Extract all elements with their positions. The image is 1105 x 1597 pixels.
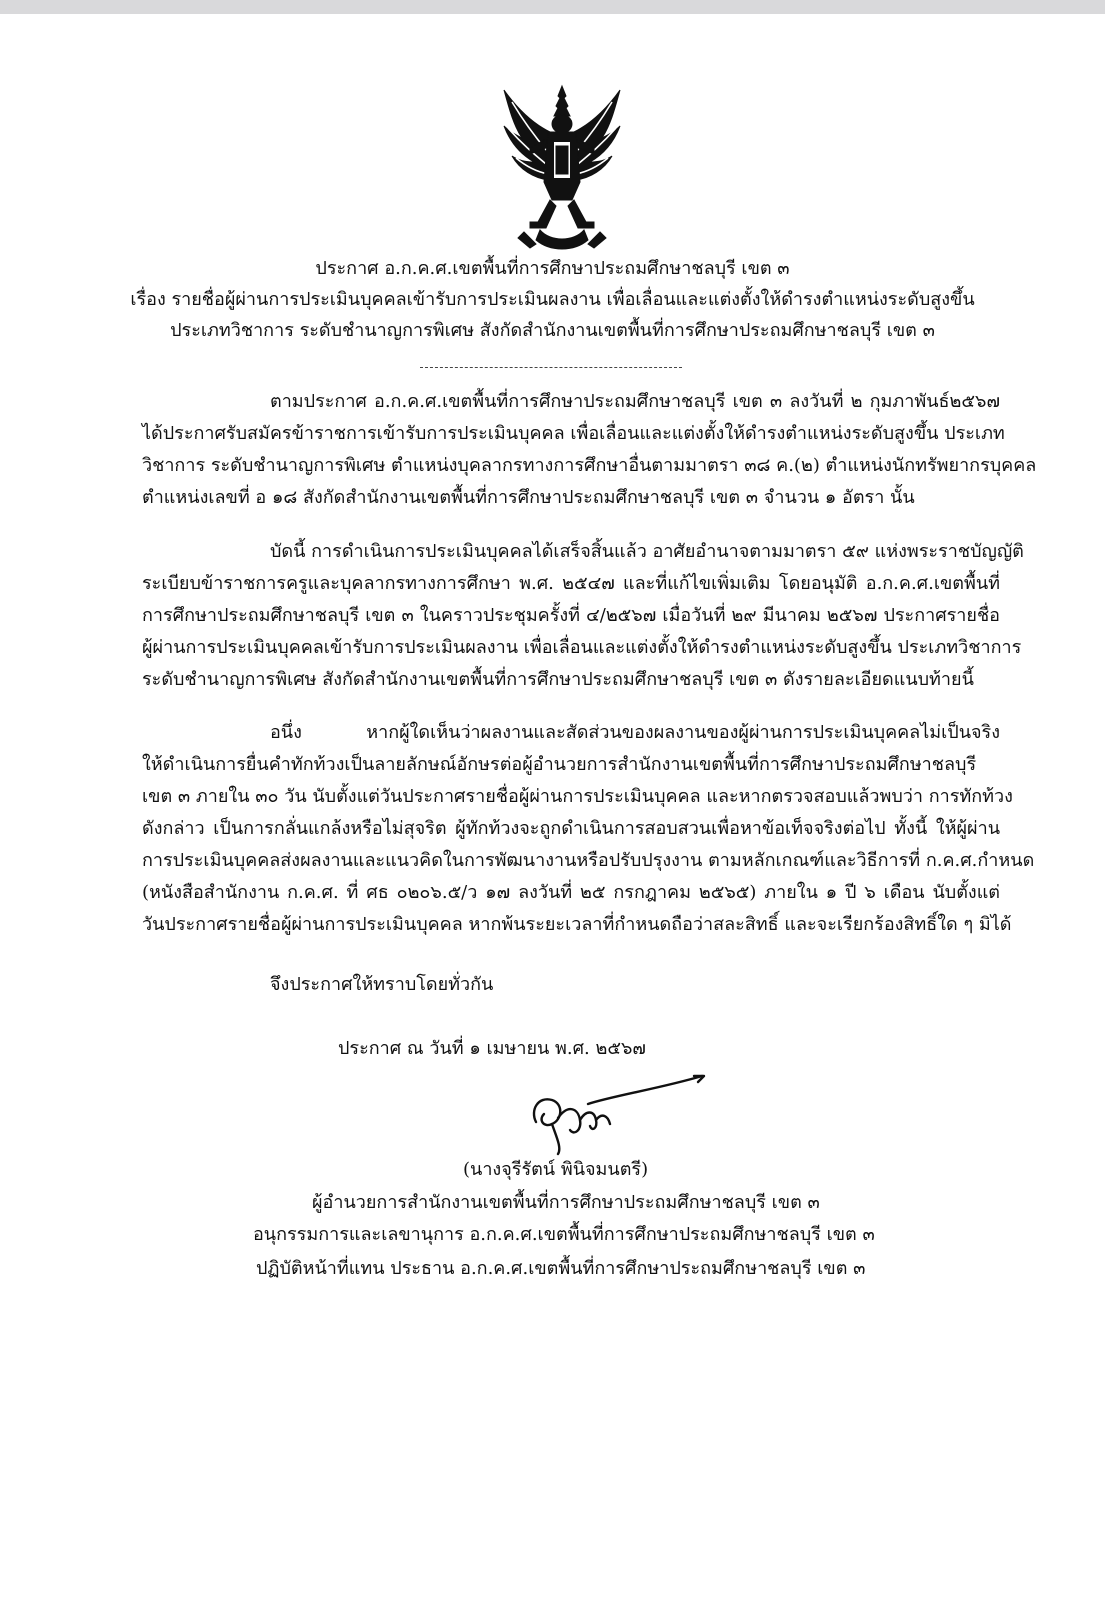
paragraph-1-line-1: ตามประกาศ อ.ก.ค.ศ.เขตพื้นที่การศึกษาประถมศึกษาชลบุรี เขต ๓ ลงวันที่ ๒ กุมภาพันธ์๒๕๖๗ [270,391,1000,412]
closing-line: จึงประกาศให้ทราบโดยทั่วกัน [270,974,494,995]
signatory-title-2: อนุกรรมการและเลขานุการ อ.ก.ค.ศ.เขตพื้นที่การศึกษาประถมศึกษาชลบุรี เขต ๓ [253,1224,875,1245]
signatory-title-1: ผู้อำนวยการสำนักงานเขตพื้นที่การศึกษาประถมศึกษาชลบุรี เขต ๓ [312,1192,820,1213]
paragraph-2-line-1: บัดนี้ การดำเนินการประเมินบุคคลได้เสร็จสิ้นแล้ว อาศัยอำนาจตามมาตรา ๕๙ แห่งพระราชบัญญัติ [270,541,1024,562]
paragraph-3-line-2: ให้ดำเนินการยื่นคำทักท้วงเป็นลายลักษณ์อักษรต่อผู้อำนวยการสำนักงานเขตพื้นที่การศึกษาประถมศึกษาชลบุรี [142,754,977,775]
paragraph-1-line-4: ตำแหน่งเลขที่ อ ๑๘ สังกัดสำนักงานเขตพื้นที่การศึกษาประถมศึกษาชลบุรี เขต ๓ จำนวน ๑ อัตรา นั้น [142,487,915,508]
paragraph-3-line-6: (หนังสือสำนักงาน ก.ค.ศ. ที่ ศธ ๐๒๐๖.๕/ว ๑๗ ลงวันที่ ๒๕ กรกฎาคม ๒๕๖๕) ภายใน ๑ ปี ๖ เดือน นับตั้งแต่ [142,882,1000,903]
title-divider [420,367,682,368]
announcement-title: ประกาศ อ.ก.ค.ศ.เขตพื้นที่การศึกษาประถมศึกษาชลบุรี เขต ๓ [315,258,790,279]
garuda-emblem-icon [500,82,624,252]
paragraph-3-line-4: ดังกล่าว เป็นการกลั่นแกล้งหรือไม่สุจริต ผู้ทักท้วงจะถูกดำเนินการสอบสวนเพื่อหาข้อเท็จจริงต่อไป ทั้งนี้ ให้ผู้ผ่าน [142,818,1000,839]
paragraph-3-line-7: วันประกาศรายชื่อผู้ผ่านการประเมินบุคคล หากพ้นระยะเวลาที่กำหนดถือว่าสละสิทธิ์ และจะเรียกร้องสิทธิ์ใด ๆ มิได้ [142,914,1012,935]
date-line: ประกาศ ณ วันที่ ๑ เมษายน พ.ศ. ๒๕๖๗ [338,1038,646,1059]
paragraph-1-line-3: วิชาการ ระดับชำนาญการพิเศษ ตำแหน่งบุคลากรทางการศึกษาอื่นตามมาตรา ๓๘ ค.(๒) ตำแหน่งนักทรัพยากรบุคคล [142,455,1037,476]
top-band [0,0,1105,14]
paragraph-2-line-2: ระเบียบข้าราชการครูและบุคลากรทางการศึกษา พ.ศ. ๒๕๔๗ และที่แก้ไขเพิ่มเติม โดยอนุมัติ อ.ก.ค.ศ.เขตพื้นที่ [142,573,1000,594]
handwritten-signature [522,1074,712,1158]
subject-line-2: ประเภทวิชาการ ระดับชำนาญการพิเศษ สังกัดสำนักงานเขตพื้นที่การศึกษาประถมศึกษาชลบุรี เขต ๓ [170,320,935,341]
paragraph-3-line-3: เขต ๓ ภายใน ๓๐ วัน นับตั้งแต่วันประกาศรายชื่อผู้ผ่านการประเมินบุคคล และหากตรวจสอบแล้วพบว่า การทักท้วง [142,786,1013,807]
paragraph-2-line-4: ผู้ผ่านการประเมินบุคคลเข้ารับการประเมินผลงาน เพื่อเลื่อนและแต่งตั้งให้ดำรงตำแหน่งระดับสูงขึ้น ประเภทวิชาการ [142,637,1022,658]
signatory-title-3: ปฏิบัติหน้าที่แทน ประธาน อ.ก.ค.ศ.เขตพื้นที่การศึกษาประถมศึกษาชลบุรี เขต ๓ [256,1258,866,1279]
paragraph-2-line-5: ระดับชำนาญการพิเศษ สังกัดสำนักงานเขตพื้นที่การศึกษาประถมศึกษาชลบุรี เขต ๓ ดังรายละเอียดแนบท้ายนี้ [142,669,974,690]
paragraph-3-line-5: การประเมินบุคคลส่งผลงานและแนวคิดในการพัฒนางานหรือปรับปรุงงาน ตามหลักเกณฑ์และวิธีการที่ ก.ค.ศ.กำหนด [142,850,1035,871]
paragraph-3-line-1: อนึ่ง หากผู้ใดเห็นว่าผลงานและสัดส่วนของผลงานของผู้ผ่านการประเมินบุคคลไม่เป็นจริง [270,722,1000,743]
paragraph-1-line-2: ได้ประกาศรับสมัครข้าราชการเข้ารับการประเมินบุคคล เพื่อเลื่อนและแต่งตั้งให้ดำรงตำแหน่งระดับสูงขึ้น ประเภท [142,423,1005,444]
signatory-name: (นางจุรีรัตน์ พินิจมนตรี) [463,1159,649,1180]
subject-line: เรื่อง รายชื่อผู้ผ่านการประเมินบุคคลเข้ารับการประเมินผลงาน เพื่อเลื่อนและแต่งตั้งให้ดำรงตำแหน่งระดับสูงขึ้น [130,289,975,310]
paragraph-2-line-3: การศึกษาประถมศึกษาชลบุรี เขต ๓ ในคราวประชุมครั้งที่ ๔/๒๕๖๗ เมื่อวันที่ ๒๙ มีนาคม ๒๕๖๗ ประกาศรายชื่อ [142,605,1000,626]
